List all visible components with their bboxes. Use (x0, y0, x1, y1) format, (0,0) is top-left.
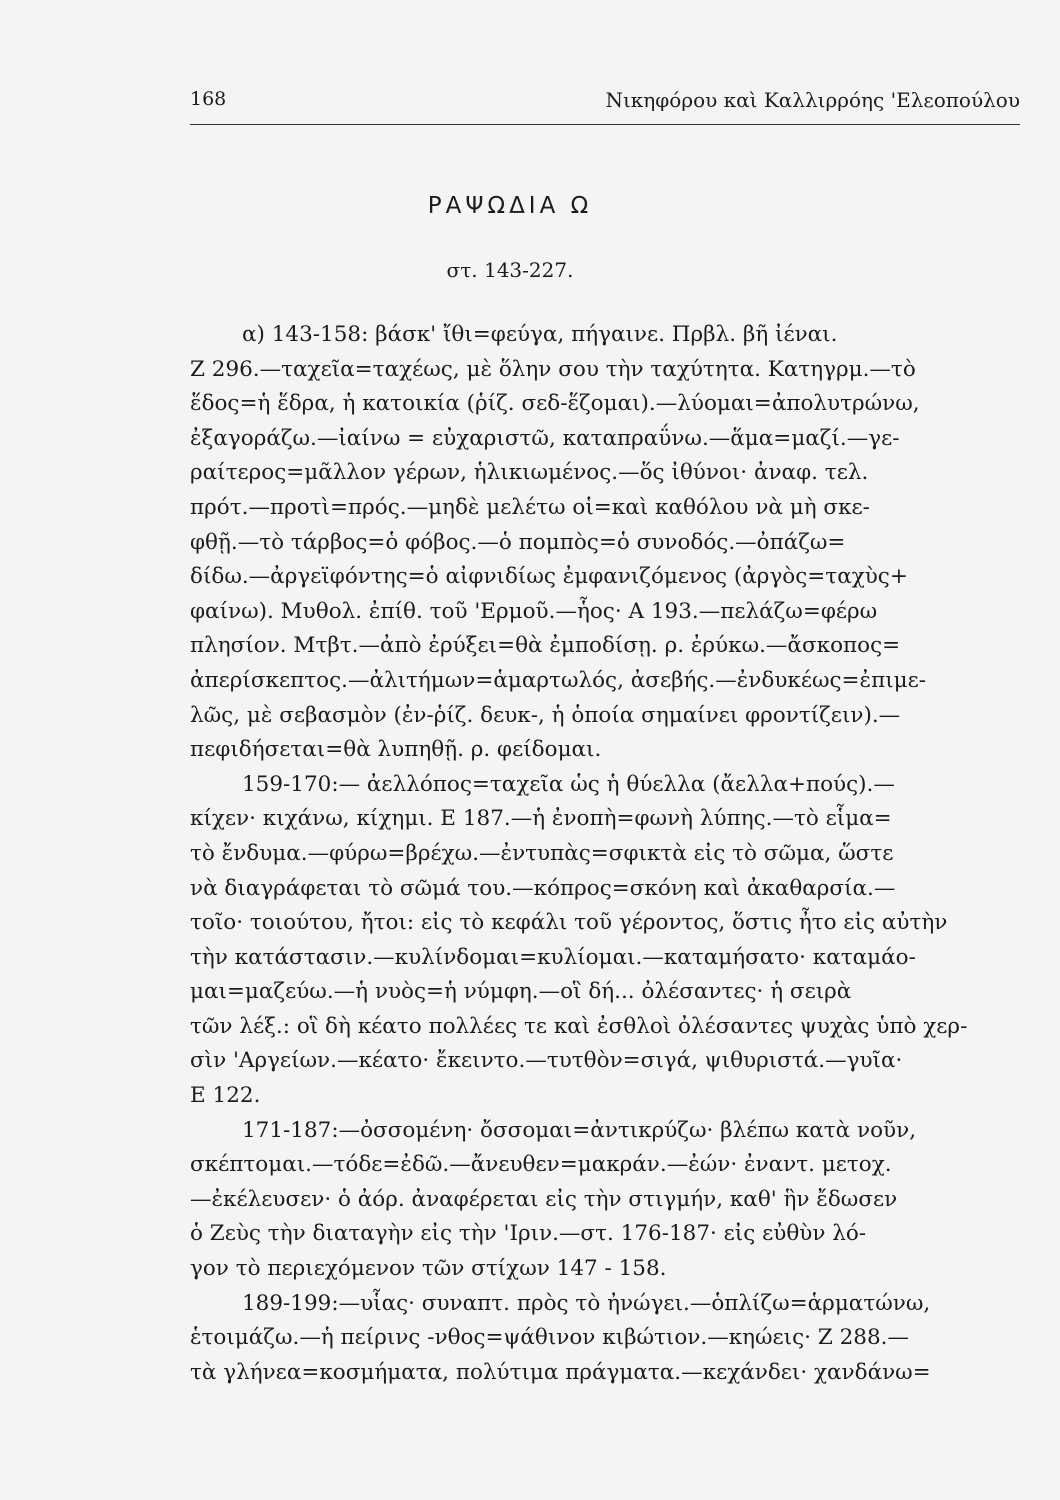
text-line: α) 143-158: βάσκ' ἴθι=φεύγα, πήγαινε. Πρβλ. βῆ ἰέναι. (242, 322, 838, 347)
commentary-text (190, 318, 1020, 1390)
text-line: —ἐκέλευσεν· ὁ ἀόρ. ἀναφέρεται εἰς τὴν στιγμήν, καθ' ἣν ἔδωσεν (190, 1186, 898, 1212)
text-line: ἐξαγοράζω.—ἰαίνω = εὐχαριστῶ, καταπραΰνω.—ἅμα=μαζί.—γε- (190, 425, 900, 451)
text-line: ραίτερος=μᾶλλον γέρων, ἡλικιωμένος.—ὅς ἰθύνοι· ἀναφ. τελ. (190, 460, 869, 486)
text-line: φθῇ.—τὸ τάρβος=ὁ φόβος.—ὁ πομπὸς=ὁ συνοδός.—ὀπάζω= (190, 529, 846, 555)
text-line: φαίνω). Μυθολ. ἐπίθ. τοῦ 'Ερμοῦ.—ἧος· Α 193.—πελάζω=φέρω (190, 598, 878, 624)
header-rule (190, 124, 1020, 125)
text-line: Ε 122. (190, 1083, 261, 1109)
text-line: 189-199:—υἷας· συναπτ. πρὸς τὸ ἠνώγει.—ὁπλίζω=ἁρματώνω, (242, 1290, 931, 1316)
text-line: λῶς, μὲ σεβασμὸν (ἐν-ῥίζ. δευκ-, ἡ ὁποία σημαίνει φροντίζειν).— (190, 702, 901, 728)
text-line: ἕδος=ἡ ἕδρα, ἡ κατοικία (ῥίζ. σεδ-ἕζομαι).—λύομαι=ἀπολυτρώνω, (190, 391, 920, 417)
text-line: 171-187:—ὀσσομένη· ὄσσομαι=ἀντικρύζω· βλέπω κατὰ νοῦν, (242, 1117, 917, 1143)
text-line: τὰ γλήνεα=κοσμήματα, πολύτιμα πράγματα.—κεχάνδει· χανδάνω= (190, 1359, 931, 1385)
text-line: νὰ διαγράφεται τὸ σῶμά του.—κόπρος=σκόνη καὶ ἀκαθαρσία.— (190, 875, 896, 901)
text-line: ἀπερίσκεπτος.—ἀλιτήμων=ἁμαρτωλός, ἀσεβής.—ἐνδυκέως=ἐπιμε- (190, 667, 927, 693)
text-line: πεφιδήσεται=θὰ λυπηθῇ. ρ. φείδομαι. (190, 737, 602, 763)
text-line: πρότ.—προτὶ=πρός.—μηδὲ μελέτω οἱ=καὶ καθόλου νὰ μὴ σκε- (190, 494, 870, 520)
text-line: τοῖο· τοιούτου, ἤτοι: εἰς τὸ κεφάλι τοῦ γέροντος, ὅστις ἦτο εἰς αὐτὴν (190, 910, 948, 936)
text-line: ὁ Ζεὺς τὴν διαταγὴν εἰς τὴν 'Ιριν.—στ. 176-187· εἰς εὐθὺν λό- (190, 1221, 867, 1247)
running-head: Νικηφόρου καὶ Καλλιρρόης 'Ελεοπούλου (605, 88, 1020, 112)
chapter-title: ΡΑΨΩΔΙΑ Ω (427, 193, 593, 219)
text-line: Ζ 296.—ταχεῖα=ταχέως, μὲ ὅλην σου τὴν ταχύτητα. Κατηγρμ.—τὸ (190, 356, 916, 382)
text-line: πλησίον. Μτβτ.—ἀπὸ ἐρύξει=θὰ ἐμποδίσῃ. ρ. ἐρύκω.—ἄσκοπος= (190, 633, 901, 659)
text-line: κίχεν· κιχάνω, κίχημι. Ε 187.—ἡ ἐνοπὴ=φωνὴ λύπης.—τὸ εἷμα= (190, 806, 892, 832)
text-line: 159-170:— ἀελλόπος=ταχεῖα ὡς ἡ θύελλα (ἄελλα+πούς).— (242, 771, 895, 797)
text-line: σκέπτομαι.—τόδε=ἐδῶ.—ἄνευθεν=μακράν.—ἐών· ἐναντ. μετοχ. (190, 1152, 892, 1178)
text-line: γον τὸ περιεχόμενον τῶν στίχων 147 - 158. (190, 1256, 667, 1282)
page-header (190, 88, 1020, 118)
text-line: σὶν 'Αργείων.—κέατο· ἔκειντο.—τυτθὸν=σιγά, ψιθυριστά.—γυῖα· (190, 1048, 903, 1074)
text-line: τὸ ἔνδυμα.—φύρω=βρέχω.—ἐντυπὰς=σφικτὰ εἰς τὸ σῶμα, ὥστε (190, 840, 894, 866)
text-line: τῶν λέξ.: οἳ δὴ κέατο πολλέες τε καὶ ἐσθλοὶ ὀλέσαντες ψυχὰς ὑπὸ χερ- (190, 1013, 968, 1039)
verse-range: στ. 143-227. (446, 258, 574, 282)
text-line: μαι=μαζεύω.—ἡ νυὸς=ἡ νύμφη.—οἳ δή... ὀλέσαντες· ἡ σειρὰ (190, 979, 852, 1005)
text-line: ἑτοιμάζω.—ἡ πείρινς -νθος=ψάθινον κιβώτιον.—κηώεις· Ζ 288.— (190, 1325, 909, 1351)
page-number: 168 (190, 88, 227, 110)
text-line: τὴν κατάστασιν.—κυλίνδομαι=κυλίομαι.—καταμήσατο· καταμάο- (190, 944, 916, 970)
text-line: δίδω.—ἀργεϊφόντης=ὁ αἰφνιδίως ἐμφανιζόμενος (ἀργὸς=ταχὺς+ (190, 564, 908, 590)
